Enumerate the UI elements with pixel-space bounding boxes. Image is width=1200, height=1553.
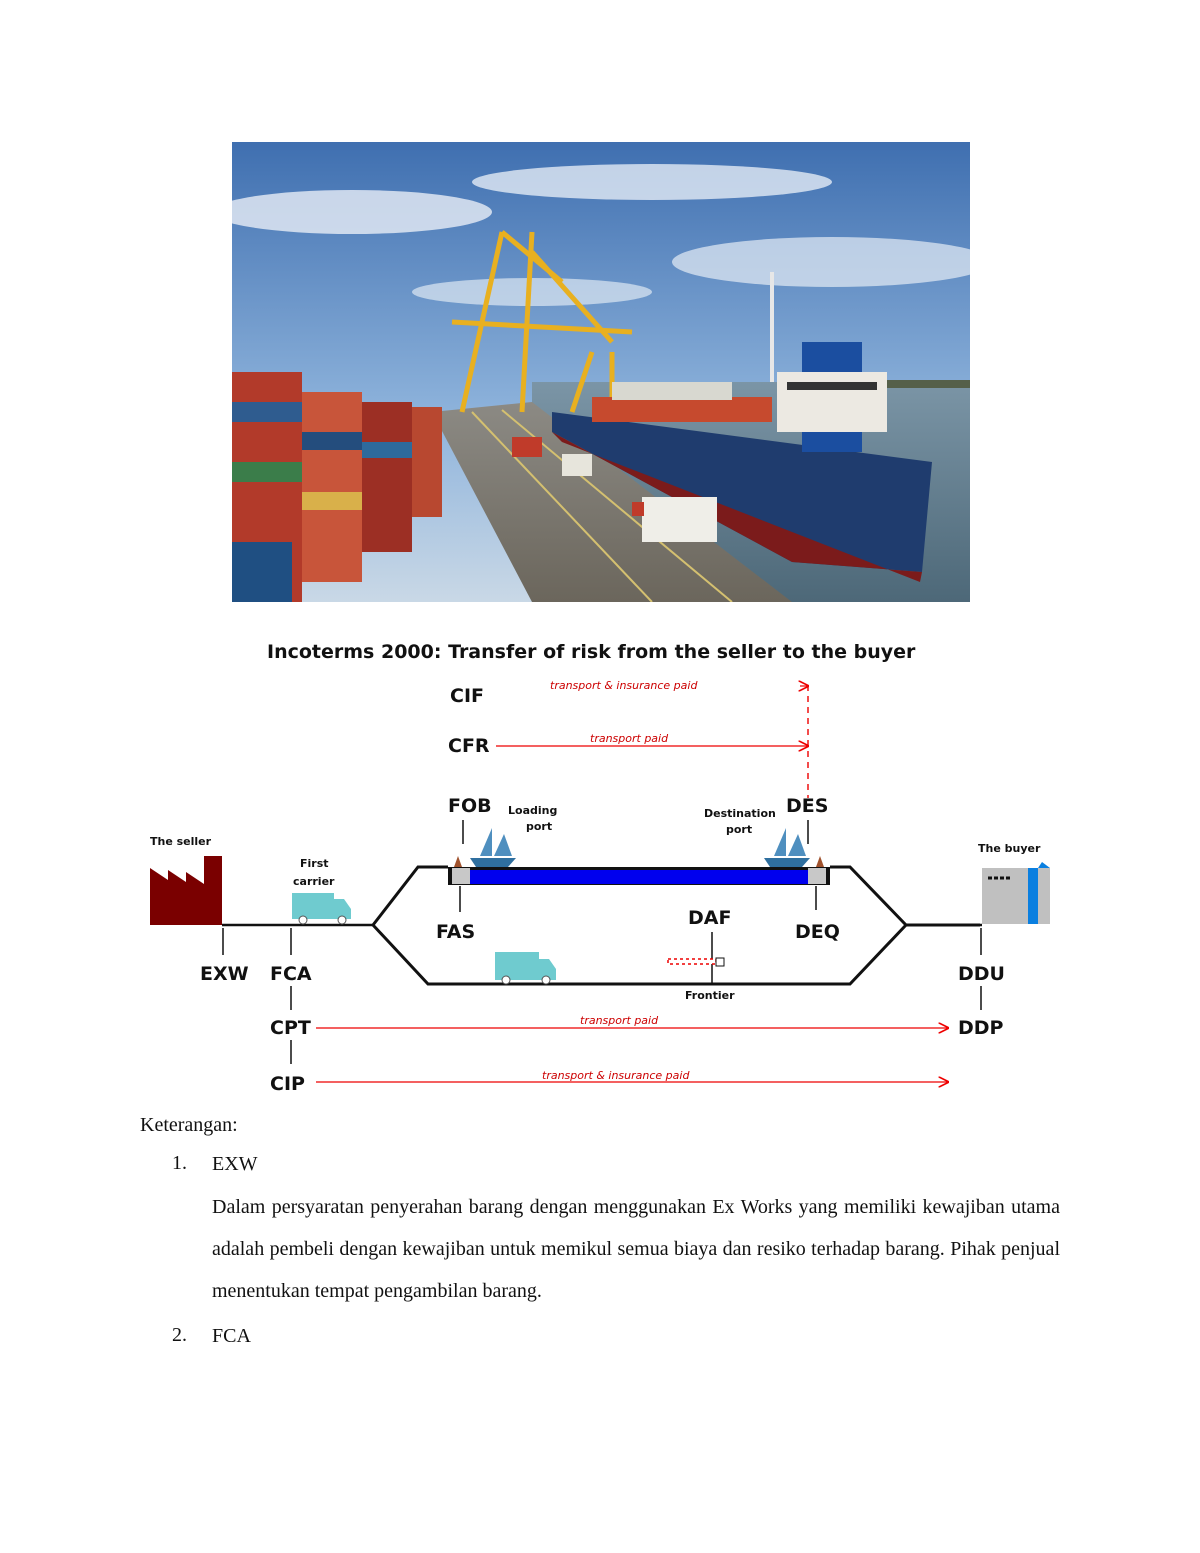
frontier-barrier-icon [668, 958, 724, 966]
label-destination-port-2: port [726, 823, 753, 836]
list-item-title: FCA [212, 1325, 251, 1347]
list-item-fca [140, 1314, 1060, 1358]
label-first-carrier-2: carrier [293, 875, 335, 888]
loading-port-crane-icon [454, 856, 462, 867]
label-loading-port-1: Loading [508, 804, 558, 817]
arrow-label-cip: transport & insurance paid [542, 1069, 690, 1082]
code-fob: FOB [448, 795, 492, 817]
destination-port-quay [808, 868, 826, 884]
ship-icon-destination [764, 828, 810, 867]
incoterm-list [140, 1142, 1060, 1358]
label-frontier: Frontier [685, 989, 735, 1002]
code-ddp: DDP [958, 1017, 1004, 1039]
list-item-description: Dalam persyaratan penyerahan barang dengan menggunakan Ex Works yang memiliki kewajiban utama adalah pembeli dengan kewajiban untuk memikul semua biaya dan resiko terhadap barang. Pihak penjual menentukan tempat pengambilan barang. [212, 1196, 1060, 1302]
list-item-exw [140, 1142, 1060, 1312]
port-photo-illustration [232, 142, 970, 602]
label-destination-port-1: Destination [704, 807, 776, 820]
label-seller: The seller [150, 835, 212, 848]
code-cfr: CFR [448, 735, 490, 757]
arrow-label-cfr: transport paid [590, 732, 669, 745]
code-fas: FAS [436, 921, 476, 943]
truck-icon [292, 893, 351, 924]
code-cpt: CPT [270, 1017, 311, 1039]
explanation-section [140, 1108, 1060, 1358]
code-des: DES [786, 795, 829, 817]
code-daf: DAF [688, 907, 732, 929]
label-loading-port-2: port [526, 820, 553, 833]
loading-port-quay [452, 868, 470, 884]
truck-icon-land [495, 952, 556, 984]
factory-icon [150, 856, 222, 925]
sea [470, 870, 808, 884]
code-exw: EXW [200, 963, 249, 985]
diagram-title: Incoterms 2000: Transfer of risk from the seller to the buyer [267, 641, 916, 663]
port-photo [232, 142, 970, 602]
list-number: 2. [172, 1324, 187, 1346]
label-first-carrier-1: First [300, 857, 329, 870]
destination-port-crane-icon [816, 856, 824, 867]
incoterms-diagram-svg [140, 630, 1060, 1100]
route-upper-left [373, 867, 448, 925]
label-buyer: The buyer [978, 842, 1041, 855]
route-upper-right [830, 867, 980, 925]
code-deq: DEQ [795, 921, 840, 943]
code-ddu: DDU [958, 963, 1005, 985]
arrow-label-cif: transport & insurance paid [550, 679, 698, 692]
incoterms-diagram [140, 630, 1060, 1100]
arrow-label-cpt: transport paid [580, 1014, 659, 1027]
explanation-heading: Keterangan: [140, 1114, 238, 1136]
code-fca: FCA [270, 963, 312, 985]
buyer-building-icon [982, 862, 1050, 924]
list-number: 1. [172, 1152, 187, 1174]
code-cif: CIF [450, 685, 484, 707]
list-item-title: EXW [212, 1153, 258, 1175]
ship-icon-loading [470, 828, 516, 867]
code-cip: CIP [270, 1073, 305, 1095]
